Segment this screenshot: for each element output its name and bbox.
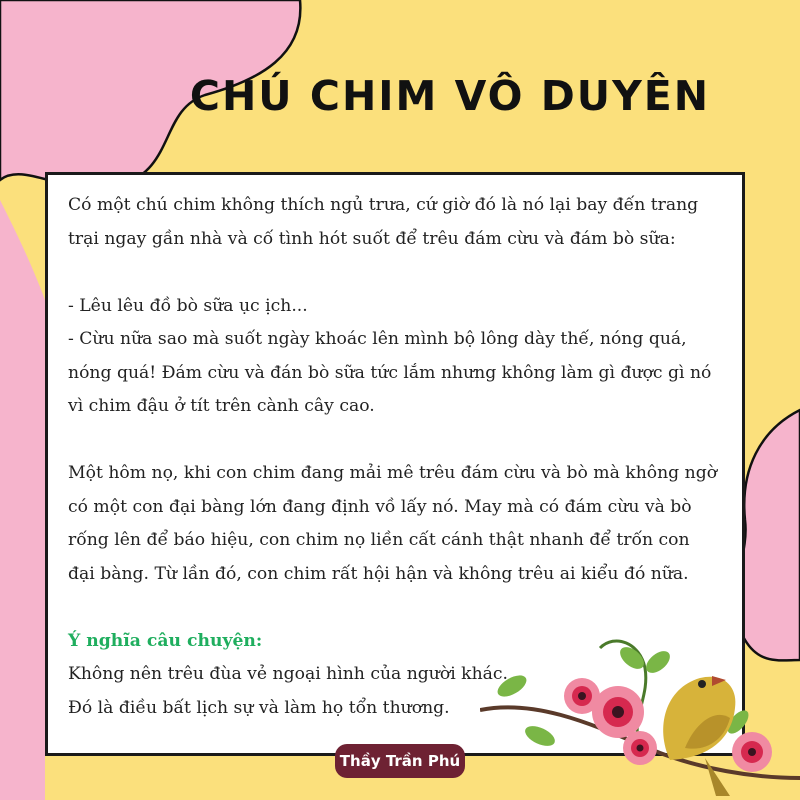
- bird-icon: [663, 676, 735, 796]
- moral-heading: Ý nghĩa câu chuyện:: [68, 630, 263, 651]
- author-badge: Thầy Trần Phú: [335, 744, 465, 778]
- pink-blob-left: [0, 200, 45, 800]
- moral-line-2: Đó là điều bất lịch sự và làm họ tổn thương.: [68, 697, 450, 718]
- page-title: CHÚ CHIM VÔ DUYÊN: [189, 72, 711, 120]
- story-dialogue-2: - Cừu nữa sao mà suốt ngày khoác lên mình bộ lông dày thế, nóng quá, nóng quá! Đám cừu và đán bò sữa tức lắm nhưng không làm gì được gì nó vì chim đậu ở tít trên cành cây cao.: [68, 329, 712, 416]
- pink-flower-icon: [623, 731, 657, 765]
- story-paragraph-2: Một hôm nọ, khi con chim đang mải mê trêu đám cừu và bò mà không ngờ có một con đại bàng lớn đang định vồ lấy nó. May mà có đám cừu và bò rống lên để báo hiệu, con chim nọ liền cất cánh thật nhanh để trốn con đại bàng. Từ lần đó, con chim rất hội hận và không trêu ai kiểu đó nữa.: [68, 463, 718, 584]
- pink-flower-icon: [732, 732, 772, 772]
- story-dialogue-1: - Lêu lêu đồ bò sữa ục ịch...: [68, 295, 308, 316]
- story-paragraph-1: Có một chú chim không thích ngủ trưa, cứ giờ đó là nó lại bay đến trang trại ngay gần nhà và cố tình hót suốt để trêu đám cừu và đám bò sữa:: [68, 195, 699, 249]
- pink-flower-icon: [592, 686, 644, 738]
- moral-line-1: Không nên trêu đùa vẻ ngoại hình của người khác.: [68, 664, 508, 684]
- flower-branch-icon: [480, 628, 800, 800]
